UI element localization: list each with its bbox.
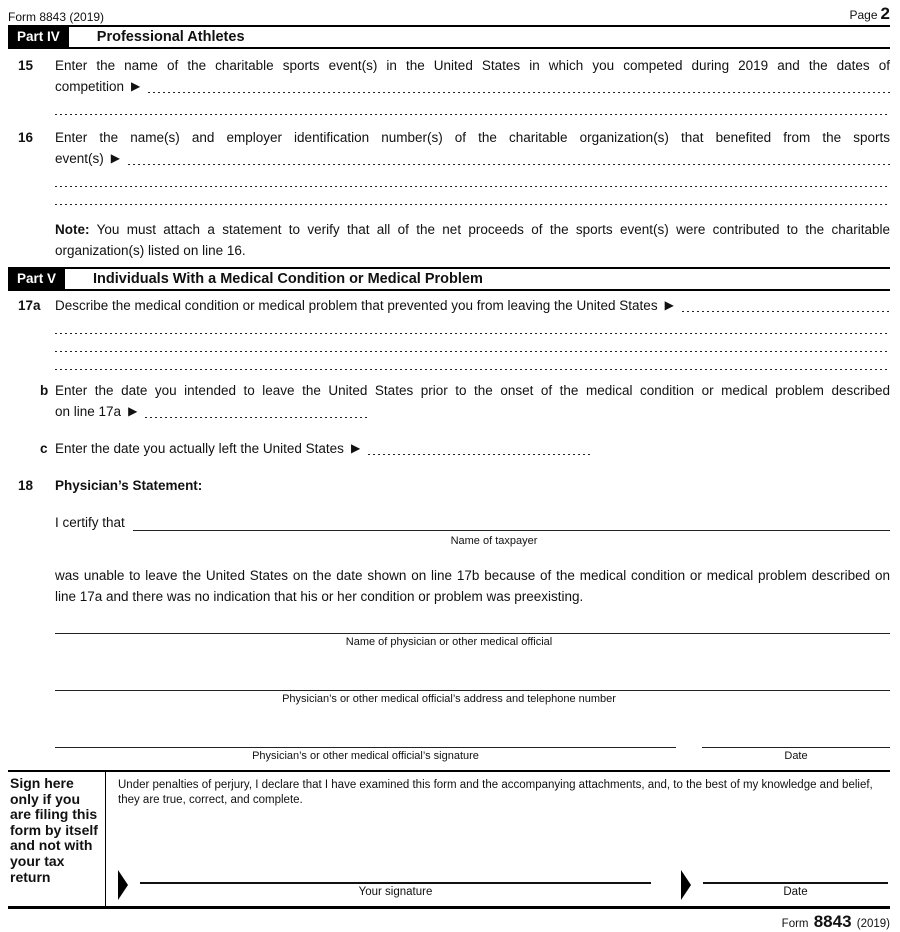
arrow-right-icon: ▶ [350,441,361,455]
signature-date-label: Date [783,886,808,898]
page-number: Page 2 [849,4,890,23]
line-17b-date-field[interactable] [145,417,367,419]
physician-name-field[interactable] [55,633,890,634]
sign-here-section [8,770,890,909]
line-16-number: 16 [18,130,34,145]
line-17b-text: Enter the date you intended to leave the United States prior to the onset of the medical condition or medical problem described [55,383,890,398]
signature-row [118,870,888,900]
physician-signature-field[interactable] [55,747,676,748]
line-17a-row [8,295,890,316]
arrow-right-icon: ▶ [664,298,674,312]
line-17b-number: b [40,383,49,398]
line-18-number: 18 [18,478,34,493]
part-iv-header [8,25,890,49]
line-16-text: Enter the name(s) and employer identification number(s) of the charitable organization(s) that benefited from the sports [55,130,890,145]
form-id: Form 8843 (2019) [8,10,105,24]
line-18-row [8,475,890,496]
line-16-entry-field-3[interactable] [55,187,890,205]
line-15-entry-field-2[interactable] [55,97,890,115]
footer-form-word: Form [781,918,809,930]
line-17a-entry-field-4[interactable] [55,352,890,370]
line-17a-entry-field[interactable] [682,311,890,313]
note-text: You must attach a statement to verify that all of the net proceeds of the sports event(s) were contributed to the charitable organization(s) listed on line 16. [55,222,891,258]
part-v-badge: Part V [8,269,65,289]
footer-form-year: (2019) [856,918,890,930]
physician-statement-text: was unable to leave the United States on the date shown on line 17b because of the medical condition or medical problem described on line 17a and there was no indication that his or her condition or problem was preexisting. [55,568,890,604]
line-17c-date-field[interactable] [368,454,590,456]
form-footer [8,912,890,932]
line-16-text-cont: event(s) [55,151,104,166]
physician-signature-row [55,747,890,762]
line-18-title: Physician’s Statement: [55,478,203,493]
signature-arrow-icon [118,870,128,900]
part-iv-badge: Part IV [8,27,69,47]
line-16-row [8,127,890,169]
line-16-entry-field-2[interactable] [55,169,890,187]
line-16-entry-field[interactable] [128,164,890,166]
taxpayer-name-field[interactable] [133,530,890,531]
perjury-statement: Under penalties of perjury, I declare that I have examined this form and the accompanying attachments, and, to the best of my knowledge and belief, they are true, correct, and complete. [118,779,873,806]
physician-signature-label: Physician’s or other medical official’s signature [252,750,479,762]
arrow-right-icon: ▶ [128,404,138,418]
certify-row [55,512,890,533]
physician-address-field[interactable] [55,690,890,691]
note-label: Note: [55,222,90,237]
your-signature-label: Your signature [358,886,433,898]
date-arrow-icon [681,870,691,900]
physician-address-label: Physician’s or other medical official’s address and telephone number [282,693,616,705]
line-17b-text-cont: on line 17a [55,404,122,419]
physician-date-label: Date [784,750,808,762]
line-15-row [8,55,890,97]
certify-prefix: I certify that [55,515,125,530]
line-17c-text: Enter the date you actually left the United States [55,441,344,456]
line-17a-entry-field-2[interactable] [55,316,890,334]
part-v-title: Individuals With a Medical Condition or Medical Problem [93,271,483,287]
footer-form-number: 8843 [813,912,852,931]
arrow-right-icon: ▶ [110,151,121,165]
part-v-header [8,267,890,291]
note-paragraph [55,219,890,261]
line-15-text-cont: competition [55,79,125,94]
page-header [8,0,890,24]
arrow-right-icon: ▶ [131,79,141,93]
taxpayer-name-label: Name of taxpayer [450,535,538,547]
line-17c-row [8,438,890,459]
line-15-text: Enter the name of the charitable sports event(s) in the United States in which you competed during 2019 and the dates of [55,58,890,73]
part-iv-title: Professional Athletes [96,29,245,45]
physician-date-field[interactable] [702,747,890,748]
line-15-entry-field[interactable] [148,92,890,94]
physician-name-label: Name of physician or other medical official [345,636,553,648]
line-17b-row [8,380,890,422]
line-17a-text: Describe the medical condition or medical problem that prevented you from leaving the United States [55,298,658,313]
line-17a-entry-field-3[interactable] [55,334,890,352]
line-17a-number: 17a [18,298,41,313]
line-17c-number: c [40,441,48,456]
line-15-number: 15 [18,58,34,73]
sign-here-note: Sign here only if you are filing this form by itself and not with your tax return [10,775,98,885]
